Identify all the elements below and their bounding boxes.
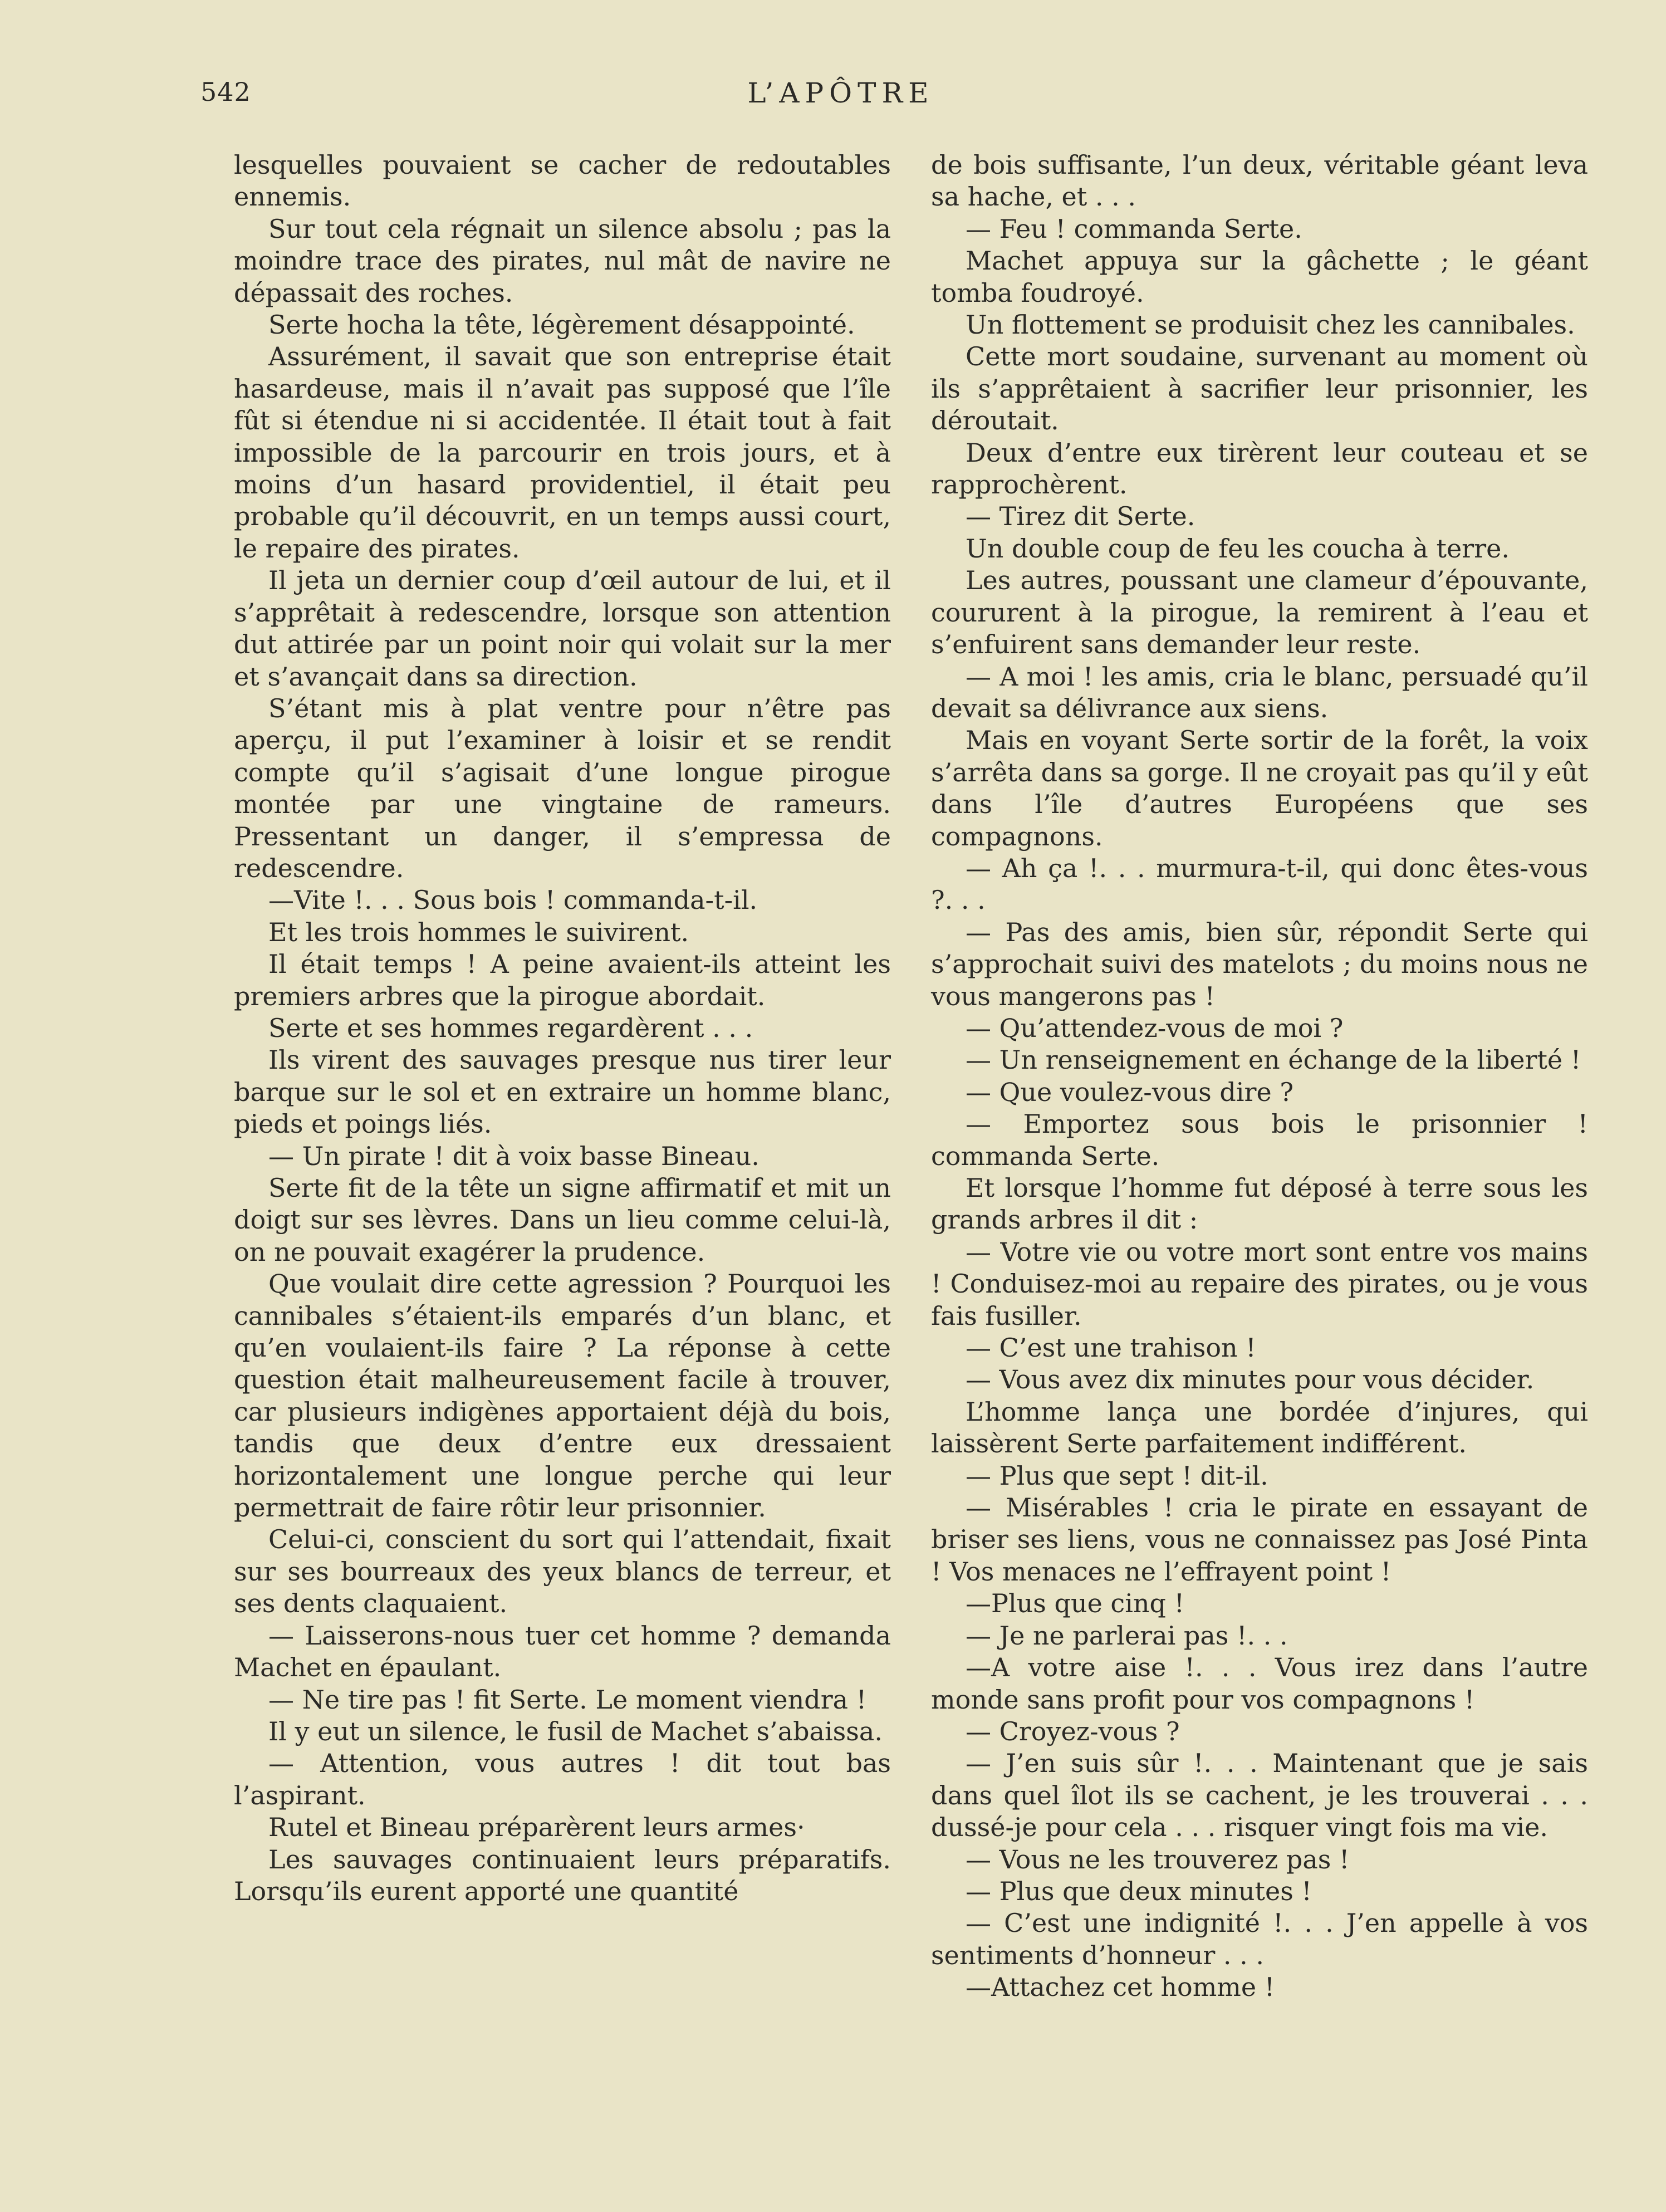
paragraph: — Feu ! commanda Serte.: [966, 213, 1302, 244]
paragraph: — Ah ça !. . . murmura-t-il, qui donc êtes-vous ?. . .: [931, 853, 1588, 916]
paragraph: Et lorsque l’homme fut déposé à terre sous les grands arbres il dit :: [931, 1173, 1588, 1235]
paragraph: — Qu’attendez-vous de moi ?: [966, 1012, 1344, 1043]
paragraph: Serte fit de la tête un signe affirmatif et mit un doigt sur ses lèvres. Dans un lieu comme celui-là, on ne pouvait exagérer la prudence.: [234, 1173, 891, 1267]
paragraph: Il y eut un silence, le fusil de Machet s’abaissa.: [268, 1716, 883, 1746]
paragraph: — Plus que deux minutes !: [966, 1876, 1312, 1906]
paragraph: de bois suffisante, l’un deux, véritable géant leva sa hache, et . . .: [931, 150, 1588, 212]
paragraph: Et les trois hommes le suivirent.: [268, 917, 689, 947]
paragraph: — Croyez-vous ?: [966, 1716, 1180, 1746]
paragraph: Serte et ses hommes regardèrent . . .: [268, 1012, 753, 1043]
paragraph: — Laisserons-nous tuer cet homme ? demanda Machet en épaulant.: [234, 1620, 891, 1683]
paragraph: Machet appuya sur la gâchette ; le géant tomba foudroyé.: [931, 246, 1588, 308]
paragraph: — Votre vie ou votre mort sont entre vos mains ! Conduisez-moi au repaire des pirates, ou je vous fais fusiller.: [931, 1236, 1588, 1331]
paragraph: Assurément, il savait que son entreprise était hasardeuse, mais il n’avait pas supposé que l’île fût si étendue ni si accidentée. Il était tout à fait impossible de la parcourir en trois jours, et à moins d’un hasard providentiel, il était peu probable qu’il découvrit, en un temps aussi court, le repaire des pirates.: [234, 341, 891, 564]
paragraph: — C’est une trahison !: [966, 1333, 1256, 1363]
paragraph: — Emportez sous bois le prisonnier ! commanda Serte.: [931, 1109, 1588, 1171]
paragraph: — Vous ne les trouverez pas !: [966, 1844, 1350, 1875]
paragraph: Que voulait dire cette agression ? Pourquoi les cannibales s’étaient-ils emparés d’un blanc, et qu’en voulaient-ils faire ? La réponse à cette question était malheureusement facile à trouver, car plusieurs indigènes apportaient déjà du bois, tandis que deux d’entre eux dressaient horizontalement une longue perche qui leur permettrait de faire rôtir leur prisonnier.: [234, 1269, 891, 1523]
paragraph: Mais en voyant Serte sortir de la forêt, la voix s’arrêta dans sa gorge. Il ne croyait pas qu’il y eût dans l’île d’autres Européens que ses compagnons.: [931, 725, 1588, 851]
paragraph: lesquelles pouvaient se cacher de redoutables ennemis.: [234, 150, 891, 212]
paragraph: —Plus que cinq !: [966, 1588, 1185, 1619]
running-title: L’APÔTRE: [747, 77, 934, 109]
paragraph: —Attachez cet homme !: [966, 1972, 1275, 2003]
paragraph: Un double coup de feu les coucha à terre.: [966, 533, 1510, 564]
paragraph: Cette mort soudaine, survenant au moment où ils s’apprêtaient à sacrifier leur prisonnier, les déroutait.: [931, 341, 1588, 436]
paragraph: Rutel et Bineau préparèrent leurs armes·: [268, 1812, 805, 1843]
paragraph: Les sauvages continuaient leurs préparatifs. Lorsqu’ils eurent apporté une quantité: [234, 1844, 891, 1906]
paragraph: — Un pirate ! dit à voix basse Bineau.: [268, 1141, 759, 1171]
paragraph: Les autres, poussant une clameur d’épouvante, coururent à la pirogue, la remirent à l’eau et s’enfuirent sans demander leur reste.: [931, 565, 1588, 660]
paragraph: —A votre aise !. . . Vous irez dans l’autre monde sans profit pour vos compagnons !: [931, 1652, 1588, 1715]
paragraph: — Ne tire pas ! fit Serte. Le moment viendra !: [268, 1684, 867, 1715]
paragraph: —Vite !. . . Sous bois ! commanda-t-il.: [268, 885, 758, 916]
paragraph: L’homme lança une bordée d’injures, qui laissèrent Serte parfaitement indifférent.: [931, 1396, 1588, 1459]
paragraph: — Que voulez-vous dire ?: [966, 1076, 1294, 1107]
paragraph: Il était temps ! A peine avaient-ils atteint les premiers arbres que la pirogue abordait.: [234, 949, 891, 1011]
paragraph: — Tirez dit Serte.: [966, 501, 1195, 532]
paragraph: Il jeta un dernier coup d’œil autour de lui, et il s’apprêtait à redescendre, lorsque son attention dut attirée par un point noir qui volait sur la mer et s’avançait dans sa direction.: [234, 565, 891, 692]
paragraph: — Plus que sept ! dit-il.: [966, 1460, 1268, 1491]
paragraph: S’étant mis à plat ventre pour n’être pas aperçu, il put l’examiner à loisir et se rendit compte qu’il s’agisait d’une longue pirogue montée par une vingtaine de rameurs. Pressentant un danger, il s’empressa de redescendre.: [234, 693, 891, 883]
left-text-column: [234, 149, 891, 1907]
paragraph: Ils virent des sauvages presque nus tirer leur barque sur le sol et en extraire un homme blanc, pieds et poings liés.: [234, 1045, 891, 1139]
page-number: 542: [200, 77, 251, 107]
paragraph: — A moi ! les amis, cria le blanc, persuadé qu’il devait sa délivrance aux siens.: [931, 661, 1588, 723]
right-text-column: [931, 149, 1588, 2004]
paragraph: — Pas des amis, bien sûr, répondit Serte qui s’approchait suivi des matelots ; du moins nous ne vous mangerons pas !: [931, 917, 1588, 1011]
page-header: [200, 77, 1481, 116]
paragraph: Sur tout cela régnait un silence absolu ; pas la moindre trace des pirates, nul mât de navire ne dépassait des roches.: [234, 213, 891, 308]
paragraph: Celui-ci, conscient du sort qui l’attendait, fixait sur ses bourreaux des yeux blancs de terreur, et ses dents claquaient.: [234, 1524, 891, 1619]
paragraph: Un flottement se produisit chez les cannibales.: [966, 310, 1575, 340]
paragraph: — Attention, vous autres ! dit tout bas l’aspirant.: [234, 1748, 891, 1810]
paragraph: Serte hocha la tête, légèrement désappointé.: [268, 310, 855, 340]
paragraph: — J’en suis sûr !. . . Maintenant que je sais dans quel îlot ils se cachent, je les trouverai . . . dussé-je pour cela . . . risquer vingt fois ma vie.: [931, 1748, 1588, 1843]
paragraph: — Je ne parlerai pas !. . .: [966, 1620, 1288, 1651]
paragraph: — Misérables ! cria le pirate en essayant de briser ses liens, vous ne connaissez pas José Pinta ! Vos menaces ne l’effrayent point !: [931, 1492, 1588, 1587]
paragraph: — C’est une indignité !. . . J’en appelle à vos sentiments d’honneur . . .: [931, 1908, 1588, 1970]
paragraph: — Un renseignement en échange de la liberté !: [966, 1045, 1581, 1075]
paragraph: Deux d’entre eux tirèrent leur couteau et se rapprochèrent.: [931, 437, 1588, 500]
paragraph: — Vous avez dix minutes pour vous décider.: [966, 1364, 1535, 1395]
